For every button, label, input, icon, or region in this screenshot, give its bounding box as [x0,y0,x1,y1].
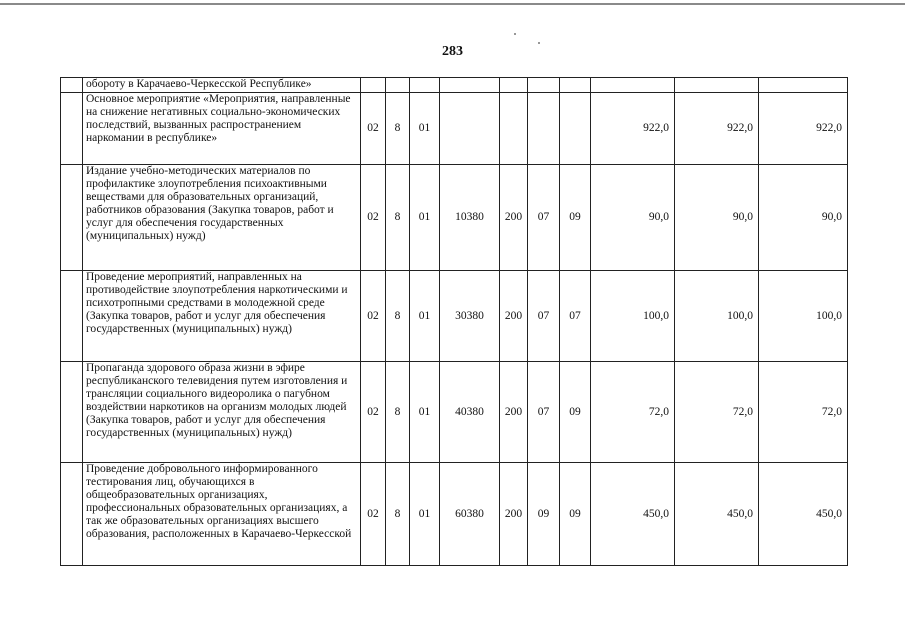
subsection-cell: 07 [560,271,591,362]
event-code-cell: 01 [410,362,440,463]
amount-year-2-cell: 922,0 [675,93,759,165]
subprogram-code-cell [386,78,410,93]
section-cell: 09 [528,463,560,566]
amount-year-2-cell: 72,0 [675,362,759,463]
section-cell [528,93,560,165]
table-row [61,271,848,362]
row-margin-cell [61,463,83,566]
expense-type-cell [500,93,528,165]
page-number: 283 [442,44,463,59]
direction-code-cell: 30380 [440,271,500,362]
row-margin-cell [61,93,83,165]
amount-year-1-cell: 90,0 [591,165,675,271]
expense-type-cell: 200 [500,271,528,362]
event-code-cell: 01 [410,93,440,165]
amount-year-1-cell: 72,0 [591,362,675,463]
event-code-cell: 01 [410,165,440,271]
subsection-cell [560,93,591,165]
expense-type-cell: 200 [500,165,528,271]
row-margin-cell [61,165,83,271]
amount-year-1-cell: 100,0 [591,271,675,362]
amount-year-3-cell: 922,0 [759,93,848,165]
program-code-cell [361,78,386,93]
section-cell [528,78,560,93]
section-cell: 07 [528,362,560,463]
description-cell: Проведение добровольного информированного тестирования лиц, обучающихся в общеобразовательных организациях, профессиональных образовательных организациях, а так же образовательных организациях высшего образования, расположенных в Карачаево-Черкесской [83,463,361,566]
direction-code-cell: 40380 [440,362,500,463]
budget-table [60,77,848,566]
program-code-cell: 02 [361,362,386,463]
table-row [61,78,848,93]
amount-year-3-cell: 90,0 [759,165,848,271]
amount-year-1-cell [591,78,675,93]
subsection-cell: 09 [560,165,591,271]
scan-top-edge [0,3,905,5]
subprogram-code-cell: 8 [386,463,410,566]
direction-code-cell: 10380 [440,165,500,271]
subprogram-code-cell: 8 [386,362,410,463]
subsection-cell: 09 [560,362,591,463]
section-cell: 07 [528,165,560,271]
event-code-cell: 01 [410,271,440,362]
program-code-cell: 02 [361,271,386,362]
amount-year-3-cell: 100,0 [759,271,848,362]
event-code-cell: 01 [410,463,440,566]
amount-year-1-cell: 922,0 [591,93,675,165]
subprogram-code-cell: 8 [386,271,410,362]
amount-year-3-cell [759,78,848,93]
description-cell: Проведение мероприятий, направленных на противодействие злоупотребления наркотическими и психотропными средствами в молодежной среде (Закупка товаров, работ и услуг для обеспечения государственных (муниципальных) нужд) [83,271,361,362]
event-code-cell [410,78,440,93]
amount-year-2-cell: 100,0 [675,271,759,362]
amount-year-3-cell: 72,0 [759,362,848,463]
scan-speck [514,33,516,35]
description-cell: обороту в Карачаево-Черкесской Республике» [83,78,361,93]
program-code-cell: 02 [361,165,386,271]
section-cell: 07 [528,271,560,362]
amount-year-2-cell: 90,0 [675,165,759,271]
amount-year-2-cell: 450,0 [675,463,759,566]
amount-year-2-cell [675,78,759,93]
subprogram-code-cell: 8 [386,165,410,271]
table-row [61,362,848,463]
table-row [61,165,848,271]
description-cell: Пропаганда здорового образа жизни в эфире республиканского телевидения путем изготовления и трансляции социального видеоролика о пагубном воздействии наркотиков на организм молодых людей (Закупка товаров, работ и услуг для обеспечения государственных (муниципальных) нужд) [83,362,361,463]
direction-code-cell [440,78,500,93]
amount-year-3-cell: 450,0 [759,463,848,566]
subsection-cell: 09 [560,463,591,566]
direction-code-cell [440,93,500,165]
amount-year-1-cell: 450,0 [591,463,675,566]
table-row [61,93,848,165]
description-cell: Основное мероприятие «Мероприятия, направленные на снижение негативных социально-экономических последствий, вызванных распространением наркомании в республике» [83,93,361,165]
subprogram-code-cell: 8 [386,93,410,165]
row-margin-cell [61,78,83,93]
direction-code-cell: 60380 [440,463,500,566]
description-cell: Издание учебно-методических материалов по профилактике злоупотребления психоактивными веществами для образовательных организаций, работников образования (Закупка товаров, работ и услуг для обеспечения государственных (муниципальных) нужд) [83,165,361,271]
expense-type-cell: 200 [500,463,528,566]
subsection-cell [560,78,591,93]
expense-type-cell: 200 [500,362,528,463]
row-margin-cell [61,362,83,463]
table-row [61,463,848,566]
expense-type-cell [500,78,528,93]
program-code-cell: 02 [361,93,386,165]
table-body [61,78,848,566]
program-code-cell: 02 [361,463,386,566]
row-margin-cell [61,271,83,362]
